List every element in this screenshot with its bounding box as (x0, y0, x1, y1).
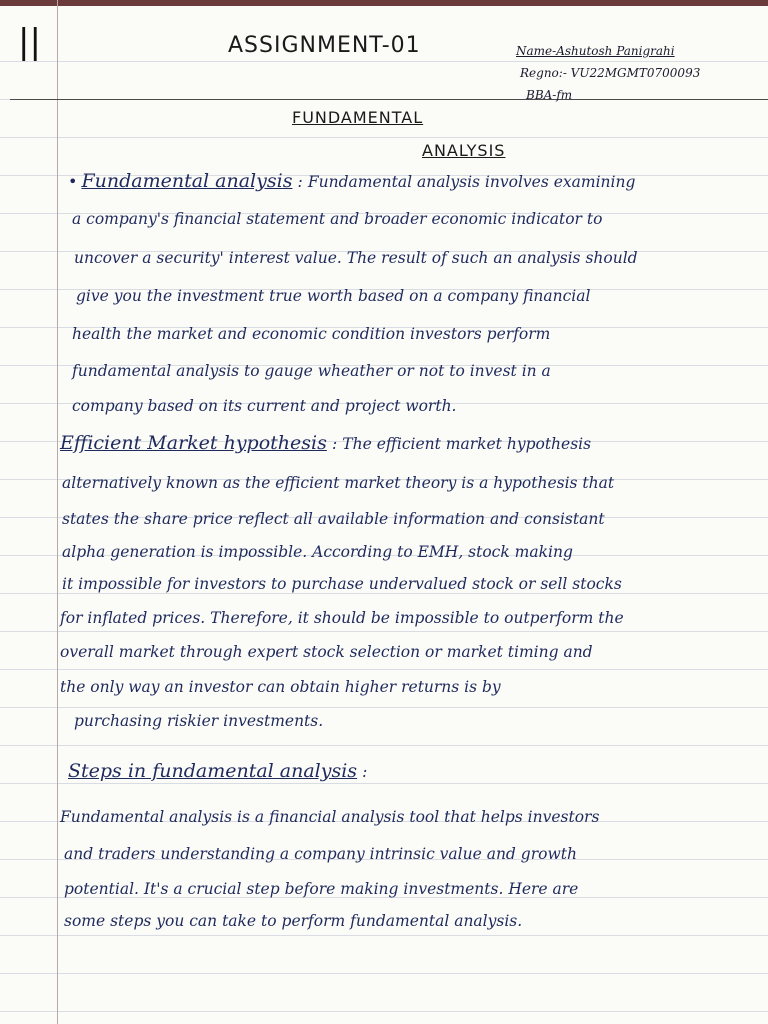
section-3-line: and traders understanding a company intrinsic value and growth (64, 845, 577, 863)
section-2-line: alpha generation is impossible. According to EMH, stock making (62, 543, 573, 561)
section-2-line: it impossible for investors to purchase undervalued stock or sell stocks (62, 575, 622, 593)
section-2-line: alternatively known as the efficient market theory is a hypothesis that (62, 474, 615, 492)
section-2-line: The efficient market hypothesis (342, 435, 592, 453)
section-1-line: a company's financial statement and broader economic indicator to (72, 210, 603, 228)
section-2-line: purchasing riskier investments. (74, 712, 324, 730)
section-2-heading-row (60, 432, 591, 454)
section-1-line: health the market and economic condition investors perform (72, 325, 551, 343)
section-2-separator: : (331, 435, 338, 453)
section-1-line: fundamental analysis to gauge wheather or not to invest in a (72, 362, 551, 380)
section-1-separator: : (297, 173, 303, 191)
section-1-line: company based on its current and project worth. (72, 397, 457, 415)
program: BBA-fm (526, 88, 573, 102)
section-3-line: Fundamental analysis is a financial analysis tool that helps investors (60, 808, 600, 826)
section-2-title: Efficient Market hypothesis (60, 432, 327, 454)
section-1-title: Fundamental analysis (81, 170, 293, 192)
section-1-line: uncover a security' interest value. The result of such an analysis should (74, 249, 638, 267)
page-mark: || (18, 22, 41, 62)
section-3-title: Steps in fundamental analysis (68, 760, 358, 782)
section-2-line: the only way an investor can obtain higher returns is by (60, 678, 501, 696)
heading-line-2: ANALYSIS (422, 141, 506, 160)
section-1-line: Fundamental analysis involves examining (307, 173, 636, 191)
bullet: • (68, 172, 78, 191)
margin-line (57, 0, 58, 1024)
section-2-line: states the share price reflect all available information and consistant (62, 510, 605, 528)
section-3-separator: : (362, 763, 368, 781)
section-3-line: potential. It's a crucial step before making investments. Here are (64, 880, 579, 898)
assignment-title: ASSIGNMENT-01 (228, 33, 421, 58)
section-3-line: some steps you can take to perform fundamental analysis. (64, 912, 523, 930)
section-2-line: overall market through expert stock selection or market timing and (60, 643, 593, 661)
registration-number: Regno:- VU22MGMT0700093 (520, 66, 701, 80)
student-name: Name-Ashutosh Panigrahi (516, 44, 675, 58)
header-rule (10, 99, 768, 100)
heading-line-1: FUNDAMENTAL (292, 108, 424, 127)
section-1-line: give you the investment true worth based on a company financial (76, 287, 591, 305)
section-2-line: for inflated prices. Therefore, it should be impossible to outperform the (60, 609, 624, 627)
section-3-heading-row (68, 760, 367, 782)
page-top-edge (0, 0, 768, 6)
section-1-heading-row (68, 170, 635, 192)
